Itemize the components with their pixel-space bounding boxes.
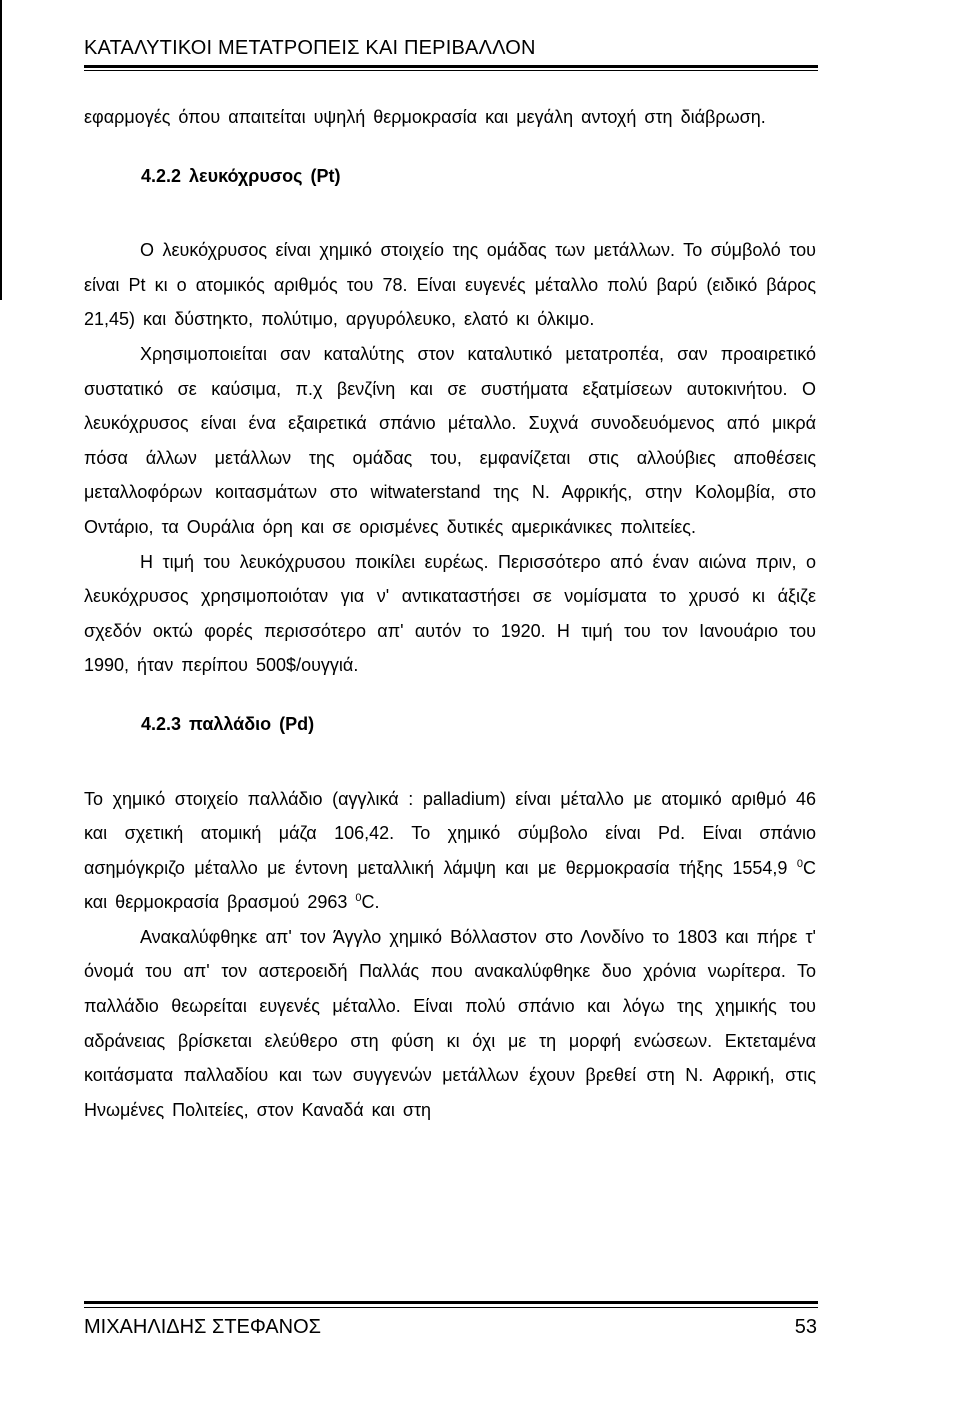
section-heading-palladium: 4.2.3 παλλάδιο (Pd) [141,713,315,734]
footer-author: ΜΙΧΑΗΛΙΔΗΣ ΣΤΕΦΑΝΟΣ [84,1316,321,1338]
header-rule-thin [84,70,818,71]
palladium-paragraph-1 [84,782,816,920]
spacer [84,683,816,707]
superscript-zero: 0 [796,857,803,870]
palladium-text-part2: C και θερμοκρασία βρασμού 2963 [84,857,816,913]
platinum-paragraph-1: Ο λευκόχρυσος είναι χημικό στοιχείο της ομάδας των μετάλλων. Το σύμβολό του είναι Pt κι ο ατομικός αριθμός του 78. Είναι ευγενές μέταλλο πολύ βαρύ (ειδικό βάρος 21,45) και δύστηκτο, πολύτιμο, αργυρόλευκο, ελατό κι όλκιμο. [84,240,816,330]
footer-rule-thick [84,1301,818,1304]
running-header: ΚΑΤΑΛΥΤΙΚΟΙ ΜΕΤΑΤΡΟΠΕΙΣ ΚΑΙ ΠΕΡΙΒΑΛΛΟΝ [84,37,536,59]
page-body [84,100,816,1127]
section-heading-platinum: 4.2.2 λευκόχρυσος (Pt) [141,165,341,186]
platinum-paragraph-3: Η τιμή του λευκόχρυσου ποικίλει ευρέως. Περισσότερο από έναν αιώνα πριν, ο λευκόχρυσος χρησιμοποιόταν για ν' αντικαταστήσει σε νομίσματα το χρυσό κι άξιζε σχεδόν οκτώ φορές περισσότερο απ' αυτόν το 1920. Η τιμή του τον Ιανουάριο του 1990, ήταν περίπου 500$/ουγγιά. [84,551,816,676]
spacer [84,742,816,782]
palladium-text-part1: Το χημικό στοιχείο παλλάδιο (αγγλικά : palladium) είναι μέταλλο με ατομικό αριθμό 46 και σχετική ατομική μάζα 106,42. Το χημικό σύμβολο είναι Pd. Είναι σπάνιο ασημόγκριζο μέταλλο με έντονη μεταλλική λάμψη και με θερμοκρασία τήξης 1554,9 [84,788,816,878]
platinum-paragraph-2: Χρησιμοποιείται σαν καταλύτης στον καταλυτικό μετατροπέα, σαν προαιρετικό συστατικό σε καύσιμα, π.χ βενζίνη και σε συστήματα εξατμίσεων αυτοκινήτου. Ο λευκόχρυσος είναι ένα εξαιρετικά σπάνιο μέταλλο. Συχνά συνοδευόμενος από μικρά πόσα άλλων μετάλλων της ομάδας του, εμφανίζεται στις αλλούβιες αποθέσεις μεταλλοφόρων κοιτασμάτων στο witwaterstand της Ν. Αφρικής, στην Κολομβία, στο Οντάριο, τα Ουράλια όρη και σε ορισμένες δυτικές αμερικάνικες πολιτείες. [84,343,816,537]
left-margin-rule [0,0,2,300]
palladium-paragraph-2: Ανακαλύφθηκε απ' τον Άγγλο χημικό Βόλλαστον στο Λονδίνο το 1803 και πήρε τ' όνομά του απ' τον αστεροειδή Παλλάς που ανακαλύφθηκε δυο χρόνια νωρίτερα. Το παλλάδιο θεωρείται ευγενές μέταλλο. Είναι πολύ σπάνιο και λόγω της χημικής του αδράνειας βρίσκεται ελεύθερο στη φύση κι όχι με τη μορφή ενώσεων. Εκτεταμένα κοιτάσματα παλλαδίου και των συγγενών μετάλλων έχουν βρεθεί στη Ν. Αφρική, στις Ηνωμένες Πολιτείες, στον Καναδά και στη [84,926,816,1120]
spacer [84,193,816,233]
intro-paragraph: εφαρμογές όπου απαιτείται υψηλή θερμοκρασία και μεγάλη αντοχή στη διάβρωση. [84,107,766,127]
spacer [84,135,816,159]
header-rule-thick [84,65,818,68]
footer-rule-thin [84,1307,818,1308]
superscript-zero: 0 [355,892,362,905]
palladium-text-part3: C. [361,892,380,913]
page-number: 53 [794,1316,817,1338]
